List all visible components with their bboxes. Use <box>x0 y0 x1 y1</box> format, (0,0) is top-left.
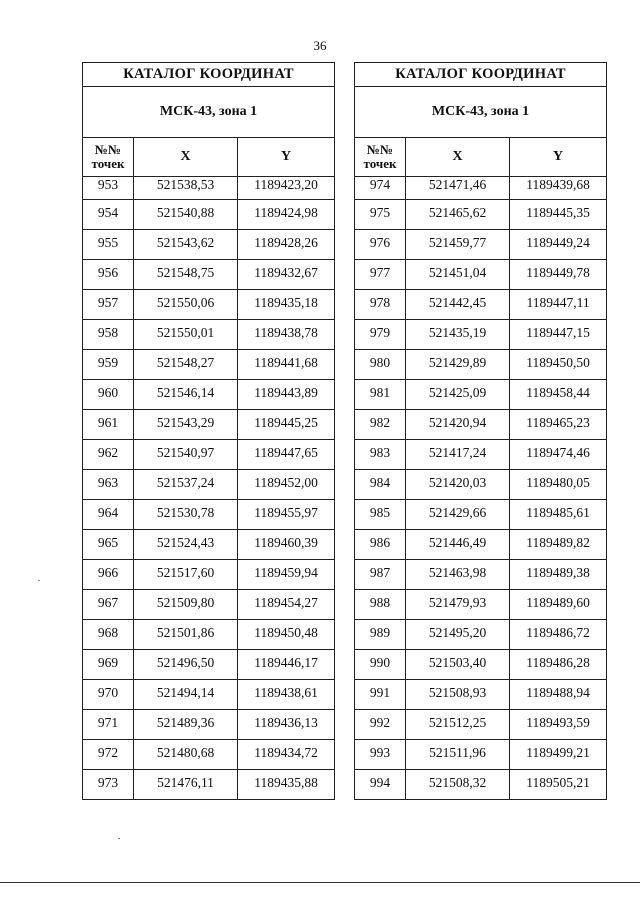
y-coordinate-cell: 1189432,67 <box>238 260 335 290</box>
point-number-cell: 992 <box>355 710 406 740</box>
x-coordinate-cell: 521496,50 <box>134 650 238 680</box>
x-coordinate-cell: 521429,66 <box>406 500 510 530</box>
table-row <box>83 500 335 530</box>
x-coordinate-cell: 521543,62 <box>134 230 238 260</box>
point-number-cell: 977 <box>355 260 406 290</box>
table-row <box>83 470 335 500</box>
table-row <box>355 680 607 710</box>
y-coordinate-cell: 1189486,72 <box>510 620 607 650</box>
y-coordinate-cell: 1189439,68 <box>510 177 607 200</box>
point-number-cell: 991 <box>355 680 406 710</box>
x-coordinate-cell: 521546,14 <box>134 380 238 410</box>
x-coordinate-cell: 521550,01 <box>134 320 238 350</box>
table-row <box>83 200 335 230</box>
y-coordinate-cell: 1189465,23 <box>510 410 607 440</box>
point-number-cell: 985 <box>355 500 406 530</box>
point-number-cell: 957 <box>83 290 134 320</box>
y-coordinate-cell: 1189489,60 <box>510 590 607 620</box>
y-coordinate-cell: 1189447,65 <box>238 440 335 470</box>
coordinate-catalog-table-left <box>82 62 335 800</box>
column-header-y: Y <box>238 138 335 177</box>
x-coordinate-cell: 521459,77 <box>406 230 510 260</box>
table-row <box>355 290 607 320</box>
x-coordinate-cell: 521494,14 <box>134 680 238 710</box>
point-number-cell: 981 <box>355 380 406 410</box>
point-number-cell: 967 <box>83 590 134 620</box>
point-number-cell: 972 <box>83 740 134 770</box>
point-number-cell: 987 <box>355 560 406 590</box>
y-coordinate-cell: 1189499,21 <box>510 740 607 770</box>
y-coordinate-cell: 1189459,94 <box>238 560 335 590</box>
point-number-cell: 979 <box>355 320 406 350</box>
table-row <box>83 650 335 680</box>
x-coordinate-cell: 521517,60 <box>134 560 238 590</box>
point-number-cell: 986 <box>355 530 406 560</box>
x-coordinate-cell: 521503,40 <box>406 650 510 680</box>
x-coordinate-cell: 521524,43 <box>134 530 238 560</box>
table-row <box>355 620 607 650</box>
x-coordinate-cell: 521512,25 <box>406 710 510 740</box>
x-coordinate-cell: 521509,80 <box>134 590 238 620</box>
y-coordinate-cell: 1189450,48 <box>238 620 335 650</box>
point-number-cell: 994 <box>355 770 406 800</box>
table-row <box>355 230 607 260</box>
x-coordinate-cell: 521508,32 <box>406 770 510 800</box>
y-coordinate-cell: 1189488,94 <box>510 680 607 710</box>
catalog-zone: МСК-43, зона 1 <box>355 87 607 138</box>
y-coordinate-cell: 1189435,88 <box>238 770 335 800</box>
table-row <box>83 710 335 740</box>
x-coordinate-cell: 521435,19 <box>406 320 510 350</box>
y-coordinate-cell: 1189485,61 <box>510 500 607 530</box>
x-coordinate-cell: 521508,93 <box>406 680 510 710</box>
point-number-cell: 963 <box>83 470 134 500</box>
column-header-x: X <box>406 138 510 177</box>
scan-speck <box>38 580 40 581</box>
y-coordinate-cell: 1189486,28 <box>510 650 607 680</box>
y-coordinate-cell: 1189489,38 <box>510 560 607 590</box>
table-row <box>355 740 607 770</box>
table-row <box>355 380 607 410</box>
point-number-cell: 989 <box>355 620 406 650</box>
x-coordinate-cell: 521480,68 <box>134 740 238 770</box>
y-coordinate-cell: 1189449,78 <box>510 260 607 290</box>
table-row <box>83 380 335 410</box>
table-row <box>355 200 607 230</box>
table-row <box>83 320 335 350</box>
y-coordinate-cell: 1189436,13 <box>238 710 335 740</box>
catalog-zone: МСК-43, зона 1 <box>83 87 335 138</box>
x-coordinate-cell: 521476,11 <box>134 770 238 800</box>
coordinate-catalog-table-right <box>354 62 607 800</box>
point-number-cell: 976 <box>355 230 406 260</box>
point-number-cell: 971 <box>83 710 134 740</box>
point-number-cell: 956 <box>83 260 134 290</box>
catalog-title: КАТАЛОГ КООРДИНАТ <box>83 63 335 87</box>
y-coordinate-cell: 1189449,24 <box>510 230 607 260</box>
table-row <box>83 440 335 470</box>
point-number-cell: 960 <box>83 380 134 410</box>
scan-speck <box>118 838 120 839</box>
y-coordinate-cell: 1189505,21 <box>510 770 607 800</box>
point-number-cell: 964 <box>83 500 134 530</box>
table-row <box>355 470 607 500</box>
table-row <box>355 440 607 470</box>
table-row <box>83 620 335 650</box>
table-row <box>355 560 607 590</box>
y-coordinate-cell: 1189460,39 <box>238 530 335 560</box>
table-row <box>83 177 335 200</box>
column-header-point-number: №№ точек <box>355 138 406 177</box>
y-coordinate-cell: 1189458,44 <box>510 380 607 410</box>
point-number-cell: 988 <box>355 590 406 620</box>
x-coordinate-cell: 521540,97 <box>134 440 238 470</box>
x-coordinate-cell: 521442,45 <box>406 290 510 320</box>
point-number-cell: 962 <box>83 440 134 470</box>
x-coordinate-cell: 521511,96 <box>406 740 510 770</box>
point-number-cell: 973 <box>83 770 134 800</box>
x-coordinate-cell: 521465,62 <box>406 200 510 230</box>
table-row <box>355 770 607 800</box>
x-coordinate-cell: 521417,24 <box>406 440 510 470</box>
y-coordinate-cell: 1189493,59 <box>510 710 607 740</box>
catalog-title: КАТАЛОГ КООРДИНАТ <box>355 63 607 87</box>
point-number-cell: 978 <box>355 290 406 320</box>
x-coordinate-cell: 521446,49 <box>406 530 510 560</box>
point-number-cell: 959 <box>83 350 134 380</box>
y-coordinate-cell: 1189447,11 <box>510 290 607 320</box>
y-coordinate-cell: 1189445,25 <box>238 410 335 440</box>
point-number-cell: 983 <box>355 440 406 470</box>
x-coordinate-cell: 521451,04 <box>406 260 510 290</box>
y-coordinate-cell: 1189438,61 <box>238 680 335 710</box>
point-number-cell: 969 <box>83 650 134 680</box>
column-header-point-number: №№ точек <box>83 138 134 177</box>
table-row <box>83 770 335 800</box>
table-row <box>83 410 335 440</box>
y-coordinate-cell: 1189443,89 <box>238 380 335 410</box>
x-coordinate-cell: 521538,53 <box>134 177 238 200</box>
x-coordinate-cell: 521537,24 <box>134 470 238 500</box>
table-row <box>83 560 335 590</box>
table-row <box>355 350 607 380</box>
point-number-cell: 966 <box>83 560 134 590</box>
table-row <box>83 590 335 620</box>
point-number-cell: 954 <box>83 200 134 230</box>
y-coordinate-cell: 1189438,78 <box>238 320 335 350</box>
point-number-cell: 965 <box>83 530 134 560</box>
x-coordinate-cell: 521463,98 <box>406 560 510 590</box>
x-coordinate-cell: 521543,29 <box>134 410 238 440</box>
y-coordinate-cell: 1189428,26 <box>238 230 335 260</box>
point-number-cell: 974 <box>355 177 406 200</box>
point-number-cell: 984 <box>355 470 406 500</box>
table-row <box>355 320 607 350</box>
column-header-x: X <box>134 138 238 177</box>
bottom-rule <box>0 882 640 883</box>
point-number-cell: 961 <box>83 410 134 440</box>
point-number-cell: 955 <box>83 230 134 260</box>
x-coordinate-cell: 521501,86 <box>134 620 238 650</box>
x-coordinate-cell: 521550,06 <box>134 290 238 320</box>
point-number-cell: 980 <box>355 350 406 380</box>
table-row <box>355 650 607 680</box>
y-coordinate-cell: 1189452,00 <box>238 470 335 500</box>
y-coordinate-cell: 1189455,97 <box>238 500 335 530</box>
point-number-cell: 968 <box>83 620 134 650</box>
table-row <box>83 530 335 560</box>
table-row <box>355 710 607 740</box>
table-row <box>355 260 607 290</box>
point-number-cell: 975 <box>355 200 406 230</box>
point-number-cell: 958 <box>83 320 134 350</box>
page-number: 36 <box>313 38 327 53</box>
y-coordinate-cell: 1189474,46 <box>510 440 607 470</box>
x-coordinate-cell: 521471,46 <box>406 177 510 200</box>
x-coordinate-cell: 521479,93 <box>406 590 510 620</box>
table-row <box>83 230 335 260</box>
y-coordinate-cell: 1189435,18 <box>238 290 335 320</box>
y-coordinate-cell: 1189424,98 <box>238 200 335 230</box>
y-coordinate-cell: 1189447,15 <box>510 320 607 350</box>
x-coordinate-cell: 521540,88 <box>134 200 238 230</box>
point-number-cell: 990 <box>355 650 406 680</box>
y-coordinate-cell: 1189450,50 <box>510 350 607 380</box>
y-coordinate-cell: 1189423,20 <box>238 177 335 200</box>
table-row <box>83 350 335 380</box>
y-coordinate-cell: 1189489,82 <box>510 530 607 560</box>
x-coordinate-cell: 521429,89 <box>406 350 510 380</box>
x-coordinate-cell: 521420,03 <box>406 470 510 500</box>
x-coordinate-cell: 521548,75 <box>134 260 238 290</box>
x-coordinate-cell: 521425,09 <box>406 380 510 410</box>
x-coordinate-cell: 521420,94 <box>406 410 510 440</box>
x-coordinate-cell: 521495,20 <box>406 620 510 650</box>
table-row <box>83 290 335 320</box>
table-row <box>355 500 607 530</box>
point-number-cell: 982 <box>355 410 406 440</box>
table-row <box>83 680 335 710</box>
point-number-cell: 953 <box>83 177 134 200</box>
y-coordinate-cell: 1189480,05 <box>510 470 607 500</box>
x-coordinate-cell: 521530,78 <box>134 500 238 530</box>
y-coordinate-cell: 1189434,72 <box>238 740 335 770</box>
table-row <box>355 410 607 440</box>
y-coordinate-cell: 1189445,35 <box>510 200 607 230</box>
table-row <box>355 590 607 620</box>
table-row <box>83 740 335 770</box>
point-number-cell: 993 <box>355 740 406 770</box>
table-row <box>355 530 607 560</box>
x-coordinate-cell: 521489,36 <box>134 710 238 740</box>
x-coordinate-cell: 521548,27 <box>134 350 238 380</box>
y-coordinate-cell: 1189446,17 <box>238 650 335 680</box>
y-coordinate-cell: 1189454,27 <box>238 590 335 620</box>
point-number-cell: 970 <box>83 680 134 710</box>
y-coordinate-cell: 1189441,68 <box>238 350 335 380</box>
table-row <box>83 260 335 290</box>
table-row <box>355 177 607 200</box>
column-header-y: Y <box>510 138 607 177</box>
